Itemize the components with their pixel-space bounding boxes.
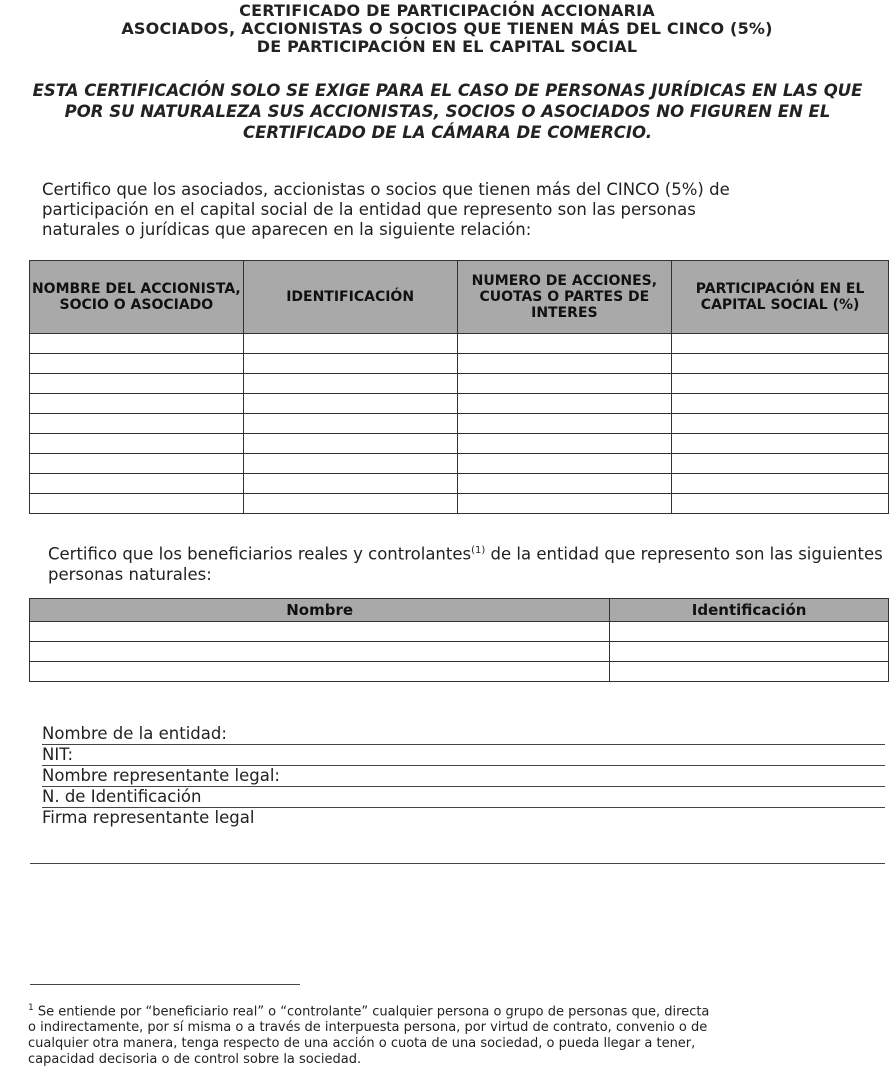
table-cell[interactable]: [30, 642, 610, 662]
table-cell[interactable]: [30, 662, 610, 682]
table-cell[interactable]: [672, 474, 889, 494]
header-identification: IDENTIFICACIÓN: [243, 261, 457, 334]
table-cell[interactable]: [457, 414, 672, 434]
table-cell[interactable]: [672, 334, 889, 354]
table-cell[interactable]: [243, 494, 457, 514]
table-cell[interactable]: [243, 414, 457, 434]
title-line-3: DE PARTICIPACIÓN EN EL CAPITAL SOCIAL: [256, 37, 638, 56]
footnote-line1-text: Se entiende por “beneficiario real” o “controlante” cualquier persona o grupo de personas que, directa: [37, 1004, 710, 1020]
table-cell[interactable]: [457, 494, 672, 514]
notice-text: ESTA CERTIFICACIÓN SOLO SE EXIGE PARA EL CASO DE PERSONAS JURÍDICAS EN LAS QUE POR SU NATURALEZA SUS ACCIONISTAS, SOCIOS O ASOCIADOS NO FIGUREN EN EL CERTIFICADO DE LA CÁMARA DE COMERCIO.: [32, 81, 863, 142]
entity-name-field[interactable]: Nombre de la entidad:: [42, 724, 885, 745]
table-row: [30, 374, 889, 394]
table-cell[interactable]: [30, 474, 244, 494]
table-row: [30, 434, 889, 454]
table-cell[interactable]: [243, 394, 457, 414]
header-capital-participation: PARTICIPACIÓN EN EL CAPITAL SOCIAL (%): [672, 261, 889, 334]
table-cell[interactable]: [243, 354, 457, 374]
signature-line[interactable]: [30, 863, 885, 864]
table-row: [30, 642, 889, 662]
table-cell[interactable]: [243, 374, 457, 394]
table-cell[interactable]: [30, 414, 244, 434]
header-name: Nombre: [30, 599, 610, 622]
footnote-line3: cualquier otra manera, tenga respecto de una acción o cuota de una sociedad, o pueda llegar a tener,: [28, 1036, 696, 1052]
table-cell[interactable]: [30, 374, 244, 394]
paragraph1-line2: participación en el capital social de la entidad que represento son las personas: [42, 200, 696, 219]
table-cell[interactable]: [30, 354, 244, 374]
table-cell[interactable]: [457, 394, 672, 414]
table-cell[interactable]: [30, 394, 244, 414]
footnote: [28, 1000, 886, 1068]
footnote-reference: (1): [471, 545, 486, 556]
table-row: [30, 662, 889, 682]
table-cell[interactable]: [610, 642, 889, 662]
table-row: [30, 394, 889, 414]
table-row: [30, 414, 889, 434]
shareholders-table: [29, 260, 889, 514]
table-cell[interactable]: [672, 394, 889, 414]
table-cell[interactable]: [610, 622, 889, 642]
table-cell[interactable]: [610, 662, 889, 682]
table-cell[interactable]: [243, 434, 457, 454]
identification-number-field[interactable]: N. de Identificación: [42, 787, 885, 808]
table-cell[interactable]: [457, 354, 672, 374]
table-row: [30, 334, 889, 354]
table-cell[interactable]: [457, 434, 672, 454]
table-header-row: [30, 599, 889, 622]
table-cell[interactable]: [30, 622, 610, 642]
table-cell[interactable]: [457, 334, 672, 354]
nit-field[interactable]: NIT:: [42, 745, 885, 766]
table-row: [30, 454, 889, 474]
table-row: [30, 622, 889, 642]
footnote-line4: capacidad decisoria o de control sobre la sociedad.: [28, 1052, 362, 1068]
footnote-line2: o indirectamente, por sí misma o a través de interpuesta persona, por virtud de contrato, convenio o de: [28, 1020, 708, 1036]
table-cell[interactable]: [457, 454, 672, 474]
table-cell[interactable]: [457, 374, 672, 394]
paragraph2-text-after: de la entidad que represento son las siguientes personas naturales:: [48, 544, 883, 584]
legal-representative-field[interactable]: Nombre representante legal:: [42, 766, 885, 787]
table-cell[interactable]: [30, 494, 244, 514]
table-cell[interactable]: [672, 434, 889, 454]
table-cell[interactable]: [457, 474, 672, 494]
table-cell[interactable]: [243, 454, 457, 474]
table-cell[interactable]: [672, 414, 889, 434]
title-line-1: CERTIFICADO DE PARTICIPACIÓN ACCIONARIA: [239, 1, 655, 20]
table-cell[interactable]: [30, 434, 244, 454]
paragraph1-line1: Certifico que los asociados, accionistas o socios que tienen más del CINCO (5%) de: [42, 180, 730, 199]
header-number-of-shares: NUMERO DE ACCIONES, CUOTAS O PARTES DE INTERES: [457, 261, 672, 334]
title-line-2: ASOCIADOS, ACCIONISTAS O SOCIOS QUE TIENEN MÁS DEL CINCO (5%): [121, 19, 773, 38]
header-shareholder-name: NOMBRE DEL ACCIONISTA, SOCIO O ASOCIADO: [30, 261, 244, 334]
table-row: [30, 494, 889, 514]
signature-label: Firma representante legal: [42, 808, 255, 827]
table-row: [30, 474, 889, 494]
paragraph1-line3: naturales o jurídicas que aparecen en la siguiente relación:: [42, 220, 532, 239]
table-cell[interactable]: [243, 474, 457, 494]
beneficiaries-certification-text: [48, 541, 888, 585]
header-identification: Identificación: [610, 599, 889, 622]
table-cell[interactable]: [672, 374, 889, 394]
footnote-marker: 1: [28, 1003, 34, 1013]
footnote-line1: [28, 1000, 886, 1020]
document-title: [0, 2, 894, 56]
footnote-divider: [30, 984, 300, 985]
table-row: [30, 354, 889, 374]
beneficiaries-table: [29, 598, 889, 682]
paragraph2-text-before: Certifico que los beneficiarios reales y controlantes: [48, 544, 472, 564]
table-cell[interactable]: [30, 454, 244, 474]
table-cell[interactable]: [30, 334, 244, 354]
table-cell[interactable]: [672, 494, 889, 514]
table-cell[interactable]: [243, 334, 457, 354]
table-cell[interactable]: [672, 354, 889, 374]
shareholders-certification-text: [42, 180, 884, 240]
table-header-row: [30, 261, 889, 334]
table-cell[interactable]: [672, 454, 889, 474]
